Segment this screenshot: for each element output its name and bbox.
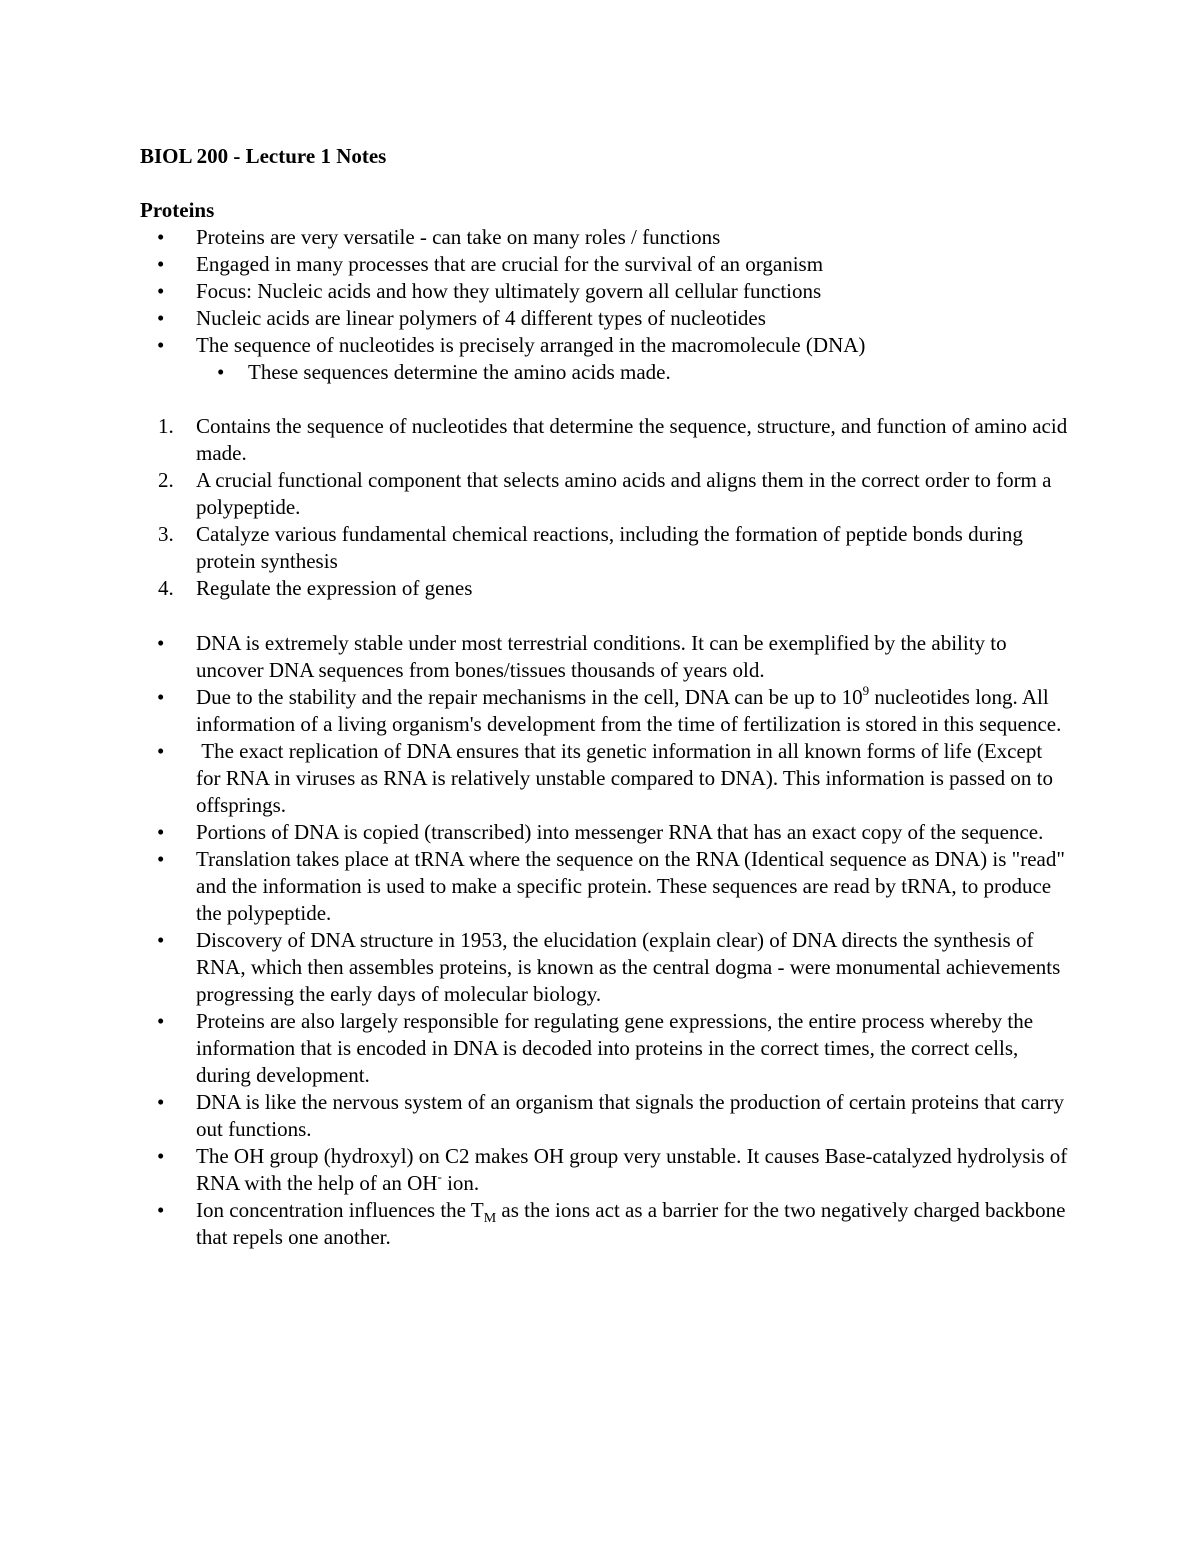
list-item-text: Regulate the expression of genes	[196, 576, 473, 600]
list-item	[140, 630, 1070, 684]
list-item-text: Proteins are very versatile - can take on many roles / functions	[196, 225, 721, 249]
text-segment: Ion concentration influences the T	[196, 1198, 484, 1222]
list-item	[196, 359, 1066, 386]
list-item	[140, 1089, 1070, 1143]
list-item-text	[196, 1197, 1070, 1251]
text-segment: ion.	[441, 1171, 480, 1195]
bullet-marker: •	[157, 685, 165, 709]
list-item-text: The sequence of nucleotides is precisely arranged in the macromolecule (DNA)	[196, 333, 866, 357]
list-item	[140, 332, 1070, 359]
bullet-marker: •	[157, 306, 165, 330]
list-item	[140, 738, 1070, 819]
list-item-text: Contains the sequence of nucleotides that determine the sequence, structure, and function of amino acid made.	[196, 414, 1068, 465]
list-item	[140, 1143, 1070, 1197]
list-item-text: Discovery of DNA structure in 1953, the elucidation (explain clear) of DNA directs the synthesis of RNA, which then assembles proteins, is known as the central dogma - were monumental achievements progressing the early days of molecular biology.	[196, 928, 1061, 1006]
bullet-marker: •	[157, 1198, 165, 1222]
text-segment: as the ions act as a barrier for the two negatively charged backbone that repels one another.	[196, 1198, 1066, 1249]
list-item-text	[196, 684, 1070, 738]
bullet-marker: •	[157, 252, 165, 276]
text-segment: nucleotides long. All information of a living organism's development from the time of fertilization is stored in this sequence.	[196, 685, 1062, 736]
list-item	[140, 278, 1070, 305]
list-item-text: DNA is like the nervous system of an organism that signals the production of certain proteins that carry out functions.	[196, 1090, 1065, 1141]
proteins-sub-bullet-list	[196, 359, 1066, 386]
list-item-text: Nucleic acids are linear polymers of 4 different types of nucleotides	[196, 306, 766, 330]
list-item	[140, 521, 1070, 575]
list-item-text: The exact replication of DNA ensures that its genetic information in all known forms of life (Except for RNA in viruses as RNA is relatively unstable compared to DNA). This information is passed on to offsprings.	[196, 739, 1059, 817]
text-segment: The OH group (hydroxyl) on C2 makes OH group very unstable. It causes Base-catalyzed hydrolysis of RNA with the help of an OH	[196, 1144, 1068, 1195]
list-item	[140, 251, 1070, 278]
list-item	[140, 819, 1070, 846]
bullet-marker: •	[157, 1144, 165, 1168]
list-item-text: DNA is extremely stable under most terrestrial conditions. It can be exemplified by the ability to uncover DNA sequences from bones/tissues thousands of years old.	[196, 631, 1007, 682]
list-item-text: Catalyze various fundamental chemical reactions, including the formation of peptide bonds during protein synthesis	[196, 522, 1023, 573]
bullet-marker: •	[157, 333, 165, 357]
bullet-marker: •	[157, 225, 165, 249]
exponent: 9	[862, 683, 870, 698]
list-number: 4.	[158, 576, 174, 600]
list-item-text: Translation takes place at tRNA where the sequence on the RNA (Identical sequence as DNA) is "read" and the information is used to make a specific protein. These sequences are read by tRNA, to produce the polypeptide.	[196, 847, 1065, 925]
bullet-marker: •	[157, 739, 165, 763]
list-item-text: Portions of DNA is copied (transcribed) into messenger RNA that has an exact copy of the sequence.	[196, 820, 1044, 844]
bullet-marker: •	[157, 820, 165, 844]
superscript-minus: -	[437, 1169, 442, 1184]
list-number: 2.	[158, 468, 174, 492]
list-item	[140, 413, 1070, 467]
text-segment: Due to the stability and the repair mechanisms in the cell, DNA can be up to 10	[196, 685, 863, 709]
subscript-m: M	[483, 1211, 497, 1227]
bullet-marker: •	[157, 928, 165, 952]
list-item	[140, 846, 1070, 927]
bullet-marker: •	[217, 360, 225, 384]
list-number: 1.	[158, 414, 174, 438]
list-item-text: These sequences determine the amino acids made.	[248, 360, 671, 384]
section-heading-proteins: Proteins	[140, 198, 215, 222]
list-item	[140, 305, 1070, 332]
list-item-text: Focus: Nucleic acids and how they ultimately govern all cellular functions	[196, 279, 822, 303]
list-item	[140, 467, 1070, 521]
document-title: BIOL 200 - Lecture 1 Notes	[140, 144, 387, 168]
list-item	[140, 927, 1070, 1008]
bullet-marker: •	[157, 279, 165, 303]
list-item	[140, 1008, 1070, 1089]
list-item-text: A crucial functional component that selects amino acids and aligns them in the correct order to form a polypeptide.	[196, 468, 1052, 519]
bullet-marker: •	[157, 631, 165, 655]
list-item	[140, 684, 1070, 738]
dna-bullet-list	[140, 630, 1070, 1251]
bullet-marker: •	[157, 1009, 165, 1033]
proteins-bullet-list	[140, 224, 1070, 359]
list-item-text	[196, 1143, 1070, 1197]
list-item	[140, 224, 1070, 251]
bullet-marker: •	[157, 1090, 165, 1114]
list-item-text: Engaged in many processes that are crucial for the survival of an organism	[196, 252, 824, 276]
functions-numbered-list	[140, 413, 1070, 602]
list-item-text: Proteins are also largely responsible for regulating gene expressions, the entire process whereby the information that is encoded in DNA is decoded into proteins in the correct times, the correct cells, during development.	[196, 1009, 1034, 1087]
bullet-marker: •	[157, 847, 165, 871]
list-item	[140, 1197, 1070, 1251]
list-number: 3.	[158, 522, 174, 546]
list-item	[140, 575, 1070, 602]
